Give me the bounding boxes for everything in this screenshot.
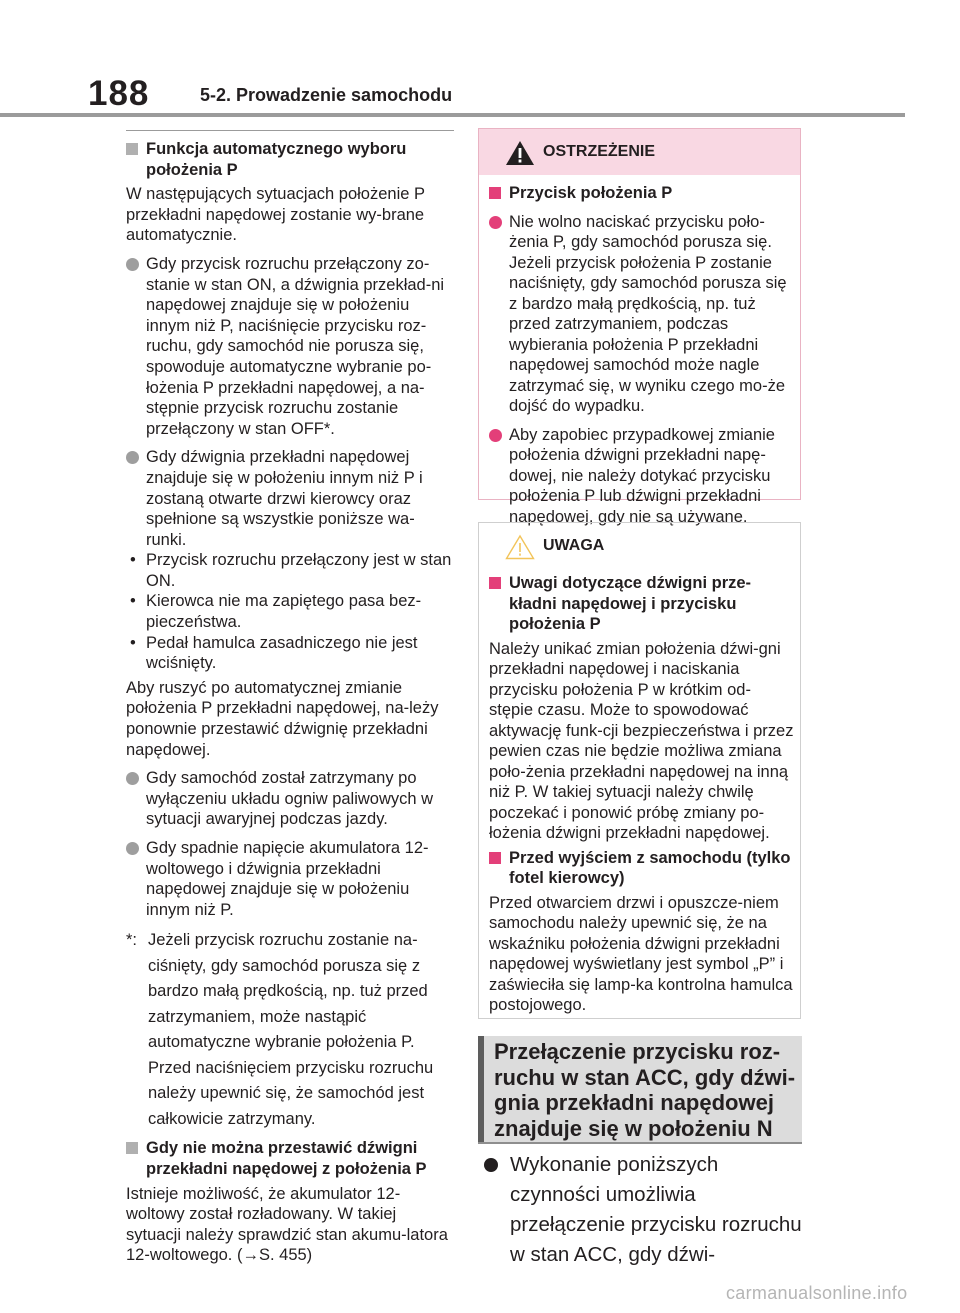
square-marker-icon	[489, 187, 501, 199]
section-title: Przed wyjściem z samochodu (tylko fotel kierowcy)	[509, 848, 791, 887]
caution-box	[478, 522, 801, 1019]
list-item-text: Aby zapobiec przypadkowej zmianie położenia dźwigni przekładni napę-dowej, nie należy dotykać przycisku położenia P lub dźwigni przekładni napędowej, gdy nie są używane.	[509, 425, 775, 526]
warning-triangle-icon	[505, 140, 535, 166]
list-item-text: Gdy spadnie napięcie akumulatora 12-woltowego i dźwignia przekładni napędowej znajduje się w położeniu innym niż P.	[146, 839, 429, 919]
caution-header	[479, 523, 800, 569]
paragraph: Istnieje możliwość, że akumulator 12-woltowy został rozładowany. W takiej sytuacji należy sprawdzić stan akumu-latora 12-woltowego. (→S. 455)	[126, 1184, 448, 1265]
footnote-text: Jeżeli przycisk rozruchu zostanie na-ciśnięty, gdy samochód porusza się z bardzo małą prędkością, np. tuż przed zatrzymaniem, może nastąpić automatyczne wybranie położenia P. Przed naciśnięciem przycisku rozruchu należy upewnić się, że samochód jest całkowicie zatrzymany.	[148, 931, 434, 1128]
dash-item-text: Kierowca nie ma zapiętego pasa bez-pieczeństwa.	[146, 592, 422, 632]
footnote	[126, 928, 454, 1132]
left-column-divider	[126, 130, 454, 131]
list-item	[126, 768, 454, 830]
intro-bullet-text: Wykonanie poniższych czynności umożliwia przełączenie przycisku rozruchu w stan ACC, gdy dźwi-	[510, 1153, 802, 1266]
caution-triangle-icon	[505, 534, 535, 560]
dash-marker: •	[130, 633, 136, 652]
list-item	[489, 425, 794, 528]
section-title: Gdy nie można przestawić dźwigni przekładni napędowej z położenia P	[146, 1139, 427, 1178]
section-heading-cannot-shift	[126, 1138, 454, 1179]
chapter-title: 5-2. Prowadzenie samochodu	[200, 85, 453, 105]
caution-body	[479, 573, 800, 1016]
footnote-mark: *:	[126, 931, 138, 950]
warning-header	[479, 129, 800, 175]
page-number: 188	[88, 74, 150, 113]
warning-box	[478, 128, 801, 526]
list-item	[489, 212, 794, 417]
dash-item	[126, 633, 454, 674]
dash-item-text: Przycisk rozruchu przełączony jest w stan ON.	[146, 551, 452, 590]
square-marker-icon	[126, 1142, 138, 1154]
dash-marker: •	[130, 551, 136, 570]
square-marker-icon	[489, 577, 501, 589]
dash-item	[126, 550, 454, 591]
dash-item	[126, 591, 454, 632]
section-title: Przycisk położenia P	[509, 184, 673, 202]
header-divider	[0, 113, 905, 117]
page-header	[0, 0, 960, 120]
caution-section-heading	[489, 573, 794, 635]
list-item-text: Gdy przycisk rozruchu przełączony zo-stanie w stan ON, a dźwignia przekład-ni napędowej znajduje się w położeniu innym niż P, naciśnięcie przycisku roz-ruchu, gdy samochód nie porusza się, spowoduje automatyczne wybranie po-łożenia P przekładni napędowej, a na-stępnie przycisk rozruchu zostanie przełączony w stan OFF*.	[146, 254, 445, 438]
paragraph: W następujących sytuacjach położenie P przekładni napędowej zostanie wy-brane automatycznie.	[126, 185, 425, 245]
paragraph: Przed otwarciem drzwi i opuszcze-niem samochodu należy upewnić się, że na wskaźniku położenia dźwigni przekładni napędowej wyświetlany jest symbol „P” i zaświeciła się lamp-ka kontrolna hamulca postojowego.	[489, 893, 793, 1014]
list-item-text: Nie wolno naciskać przycisku poło-żenia P, gdy samochód porusza się. Jeżeli przycisk położenia P zostanie naciśnięty, gdy samochód porusza się z bardzo małą prędkością, np. tuż przed zatrzymaniem, podczas wybierania położenia P przekładni napędowej samochód może nagle zatrzymać się, w wyniku czego mo-że dojść do wypadku.	[509, 212, 787, 415]
bullet-dot-icon	[126, 772, 139, 785]
caution-label: UWAGA	[543, 537, 605, 554]
list-item-text: Gdy dźwignia przekładni napędowej znajduje się w położeniu innym niż P i zostaną otwarte drzwi kierowcy oraz spełnione są wszystkie poniższe wa-runki.	[146, 448, 423, 549]
watermark: carmanualsonline.info	[726, 1283, 908, 1303]
section-title: Funkcja automatycznego wyboru położenia P	[146, 140, 407, 179]
bullet-dot-icon	[489, 429, 502, 442]
bullet-dot-icon	[126, 258, 139, 271]
bullet-dot-icon	[126, 842, 139, 855]
warning-body	[479, 183, 800, 527]
square-marker-icon	[489, 852, 501, 864]
heading-underline	[478, 1142, 802, 1144]
list-item	[126, 254, 454, 439]
list-item	[126, 447, 454, 550]
intro-bullet	[484, 1150, 804, 1270]
heading-accent-bar	[478, 1036, 484, 1142]
paragraph: Należy unikać zmian położenia dźwi-gni przekładni napędowej i naciskania przycisku położenia P w krótkim od-stępie czasu. Może to spowodować aktywację funk-cji bezpieczeństwa i przez pewien czas nie będzie możliwa zmiana poło-żenia przekładni napędowej na inną niż P. W takiej sytuacji należy chwilę poczekać i ponowić próbę zmiany po-łożenia dźwigni przekładni napędowej.	[489, 639, 794, 842]
dash-item-text: Pedał hamulca zasadniczego nie jest wciśnięty.	[146, 633, 418, 673]
bullet-dot-icon	[484, 1158, 498, 1172]
warning-section-heading	[489, 183, 794, 204]
warning-label: OSTRZEŻENIE	[543, 143, 656, 160]
list-item	[126, 838, 454, 920]
square-marker-icon	[126, 143, 138, 155]
list-item-text: Gdy samochód został zatrzymany po wyłączeniu układu ogniw paliwowych w sytuacji awaryjnej podczas jazdy.	[146, 769, 434, 829]
paragraph: Aby ruszyć po automatycznej zmianie położenia P przekładni napędowej, na-leży ponownie przestawić dźwignię przekładni napędowej.	[126, 678, 439, 759]
section-title: Uwagi dotyczące dźwigni prze-kładni napędowej i przycisku położenia P	[509, 574, 752, 633]
bullet-dot-icon	[489, 216, 502, 229]
section-heading: Przełączenie przycisku roz-ruchu w stan ACC, gdy dźwi-gnia przekładni napędowej znajduje się w położeniu N	[494, 1039, 796, 1141]
left-column	[126, 130, 454, 1266]
bullet-dot-icon	[126, 451, 139, 464]
section-heading-box	[478, 1036, 802, 1142]
dash-marker: •	[130, 592, 136, 611]
section-heading-auto-p	[126, 139, 454, 180]
caution-section-heading	[489, 848, 794, 889]
